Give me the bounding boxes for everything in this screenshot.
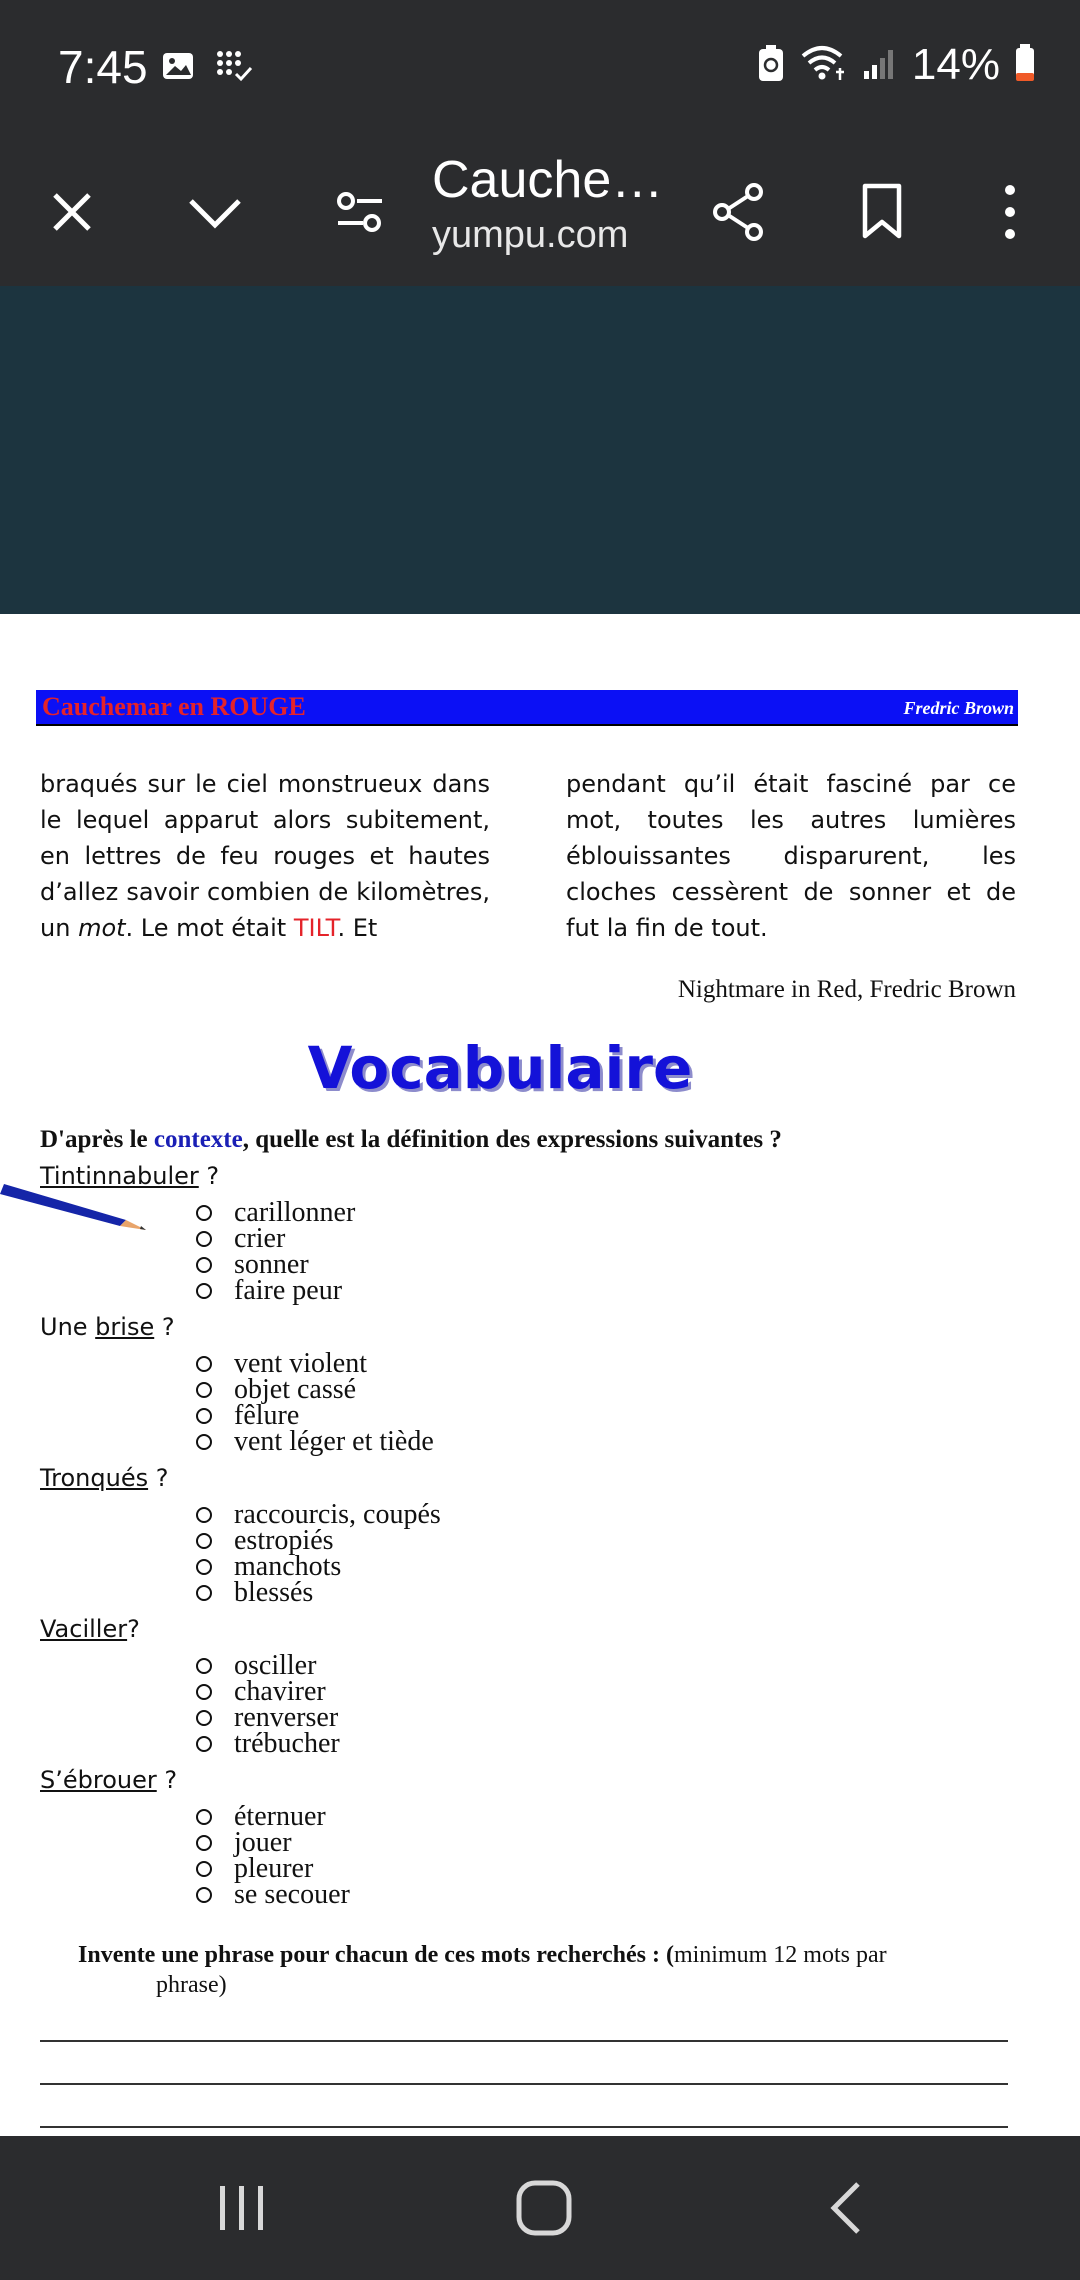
vocabulaire-title: Vocabulaire <box>307 1034 693 1102</box>
radio-bullet[interactable] <box>196 1257 212 1273</box>
status-time: 7:45 <box>58 41 148 93</box>
image-icon <box>160 48 196 88</box>
radio-bullet[interactable] <box>196 1507 212 1523</box>
option-item[interactable] <box>196 1374 434 1405</box>
text-column-left <box>40 766 490 946</box>
option-label: trébucher <box>234 1728 340 1759</box>
radio-bullet[interactable] <box>196 1585 212 1601</box>
col-left-text-1: braqués sur le ciel monstrueux dans le lequel apparut alors subitement, en lettres de feu rouges et hautes d’allez savoir combien de kilomètres, un <box>40 770 490 942</box>
option-item[interactable] <box>196 1551 441 1582</box>
wifi-icon <box>800 44 848 86</box>
navigation-bar <box>0 2136 1080 2280</box>
header-author: Fredric Brown <box>903 698 1014 718</box>
more-vert-icon <box>1000 182 1020 242</box>
text-column-right: pendant qu’il était fasciné par ce mot, toutes les autres lumières éblouissantes disparurent, les cloches cessèrent de sonner et de fut la fin de tout. <box>566 770 1016 942</box>
col-left-text-2: . Le mot était <box>125 914 294 942</box>
option-label: objet cassé <box>234 1374 357 1405</box>
option-label: se secouer <box>234 1879 350 1910</box>
option-label: pleurer <box>234 1853 314 1884</box>
radio-bullet[interactable] <box>196 1736 212 1752</box>
invente-normal: minimum 12 mots par <box>673 1942 887 1968</box>
question-prefix: Une <box>40 1313 96 1341</box>
instruction-before: D'après le <box>40 1126 154 1153</box>
invente-bold: Invente une phrase pour chacun de ces mots recherchés : ( <box>78 1942 674 1968</box>
radio-bullet[interactable] <box>196 1559 212 1575</box>
option-label: chavirer <box>234 1676 326 1707</box>
question-word: Vaciller <box>40 1615 128 1643</box>
invente-instruction <box>78 1940 1016 2000</box>
status-bar <box>0 0 1080 140</box>
page-info-button[interactable] <box>318 170 402 254</box>
share-button[interactable] <box>696 170 780 254</box>
option-label: vent violent <box>234 1348 367 1379</box>
radio-bullet[interactable] <box>196 1809 212 1825</box>
question-word: brise <box>95 1313 155 1341</box>
chevron-down-icon <box>185 187 245 237</box>
browser-toolbar <box>0 140 1080 286</box>
question-label <box>40 1615 140 1643</box>
battery-percent: 14% <box>911 40 1000 89</box>
option-label: blessés <box>234 1577 314 1608</box>
options-list <box>196 1499 441 1608</box>
options-list <box>196 1348 434 1457</box>
recent-apps-icon <box>216 2182 268 2234</box>
radio-bullet[interactable] <box>196 1533 212 1549</box>
home-button[interactable] <box>502 2176 586 2240</box>
close-button[interactable] <box>30 170 114 254</box>
question-label <box>40 1162 219 1190</box>
invente-cont: phrase) <box>156 1972 227 1998</box>
question-label <box>40 1766 177 1794</box>
options-list <box>196 1197 356 1306</box>
tune-icon <box>332 187 388 237</box>
option-label: faire peur <box>234 1275 343 1306</box>
option-item[interactable] <box>196 1879 350 1910</box>
col-left-mot: mot <box>78 914 126 942</box>
share-icon <box>710 182 766 242</box>
question-label <box>40 1464 168 1492</box>
option-item[interactable] <box>196 1577 441 1608</box>
radio-bullet[interactable] <box>196 1887 212 1903</box>
option-label: jouer <box>234 1827 292 1858</box>
writing-line <box>40 2126 1008 2128</box>
options-list <box>196 1650 340 1759</box>
writing-line <box>40 2040 1008 2042</box>
option-label: vent léger et tiède <box>234 1426 434 1457</box>
tilt-word: TILT <box>293 914 338 942</box>
option-item[interactable] <box>196 1728 340 1759</box>
battery-saver-icon <box>756 43 786 87</box>
bookmark-button[interactable] <box>840 170 924 254</box>
radio-bullet[interactable] <box>196 1231 212 1247</box>
radio-bullet[interactable] <box>196 1205 212 1221</box>
signal-icon <box>862 45 898 85</box>
top-banner <box>0 286 1080 614</box>
option-label: osciller <box>234 1650 317 1681</box>
page-title-block[interactable] <box>432 150 663 257</box>
more-button[interactable] <box>968 170 1052 254</box>
option-label: carillonner <box>234 1197 356 1228</box>
instruction-after: , quelle est la définition des expressions suivantes ? <box>242 1126 782 1153</box>
back-icon <box>826 2180 866 2236</box>
radio-bullet[interactable] <box>196 1434 212 1450</box>
page-domain: yumpu.com <box>432 214 629 256</box>
question-suffix: ? <box>156 1766 178 1794</box>
radio-bullet[interactable] <box>196 1861 212 1877</box>
option-label: renverser <box>234 1702 339 1733</box>
option-label: fêlure <box>234 1400 300 1431</box>
radio-bullet[interactable] <box>196 1658 212 1674</box>
page-title: Cauche… <box>432 151 664 209</box>
question-word: S’ébrouer <box>40 1766 157 1794</box>
close-icon <box>47 187 97 237</box>
radio-bullet[interactable] <box>196 1408 212 1424</box>
radio-bullet[interactable] <box>196 1356 212 1372</box>
battery-icon <box>1014 43 1036 87</box>
options-list <box>196 1801 350 1910</box>
question-label <box>40 1313 175 1341</box>
option-label: crier <box>234 1223 286 1254</box>
col-left-text-3: . Et <box>337 914 378 942</box>
radio-bullet[interactable] <box>196 1382 212 1398</box>
option-item[interactable] <box>196 1275 355 1306</box>
header-title: Cauchemar en ROUGE <box>42 692 306 721</box>
radio-bullet[interactable] <box>196 1283 212 1299</box>
citation: Nightmare in Red, Fredric Brown <box>677 976 1016 1003</box>
question-word: Tintinnabuler <box>40 1162 199 1190</box>
status-right <box>756 40 1036 90</box>
radio-bullet[interactable] <box>196 1835 212 1851</box>
instruction-contexte: contexte <box>153 1126 243 1153</box>
back-button[interactable] <box>804 2176 888 2240</box>
radio-bullet[interactable] <box>196 1710 212 1726</box>
option-label: manchots <box>234 1551 342 1582</box>
writing-line <box>40 2083 1008 2085</box>
recent-apps-button[interactable] <box>200 2176 284 2240</box>
collapse-button[interactable] <box>173 170 257 254</box>
document-header-band <box>36 690 1018 726</box>
option-label: sonner <box>234 1249 309 1280</box>
option-label: raccourcis, coupés <box>234 1499 441 1530</box>
home-icon <box>514 2178 574 2238</box>
status-notification-icons <box>160 48 254 88</box>
bookmark-icon <box>860 182 904 242</box>
question-suffix: ? <box>148 1464 169 1492</box>
question-suffix: ? <box>154 1313 175 1341</box>
radio-bullet[interactable] <box>196 1684 212 1700</box>
option-item[interactable] <box>196 1426 434 1457</box>
option-label: éternuer <box>234 1801 326 1832</box>
dots-check-icon <box>214 48 254 88</box>
question-suffix: ? <box>198 1162 220 1190</box>
question-suffix: ? <box>127 1615 140 1643</box>
instruction <box>40 1126 782 1154</box>
question-word: Tronqués <box>40 1464 149 1492</box>
document-page <box>0 614 1080 2136</box>
option-label: estropiés <box>234 1525 334 1556</box>
